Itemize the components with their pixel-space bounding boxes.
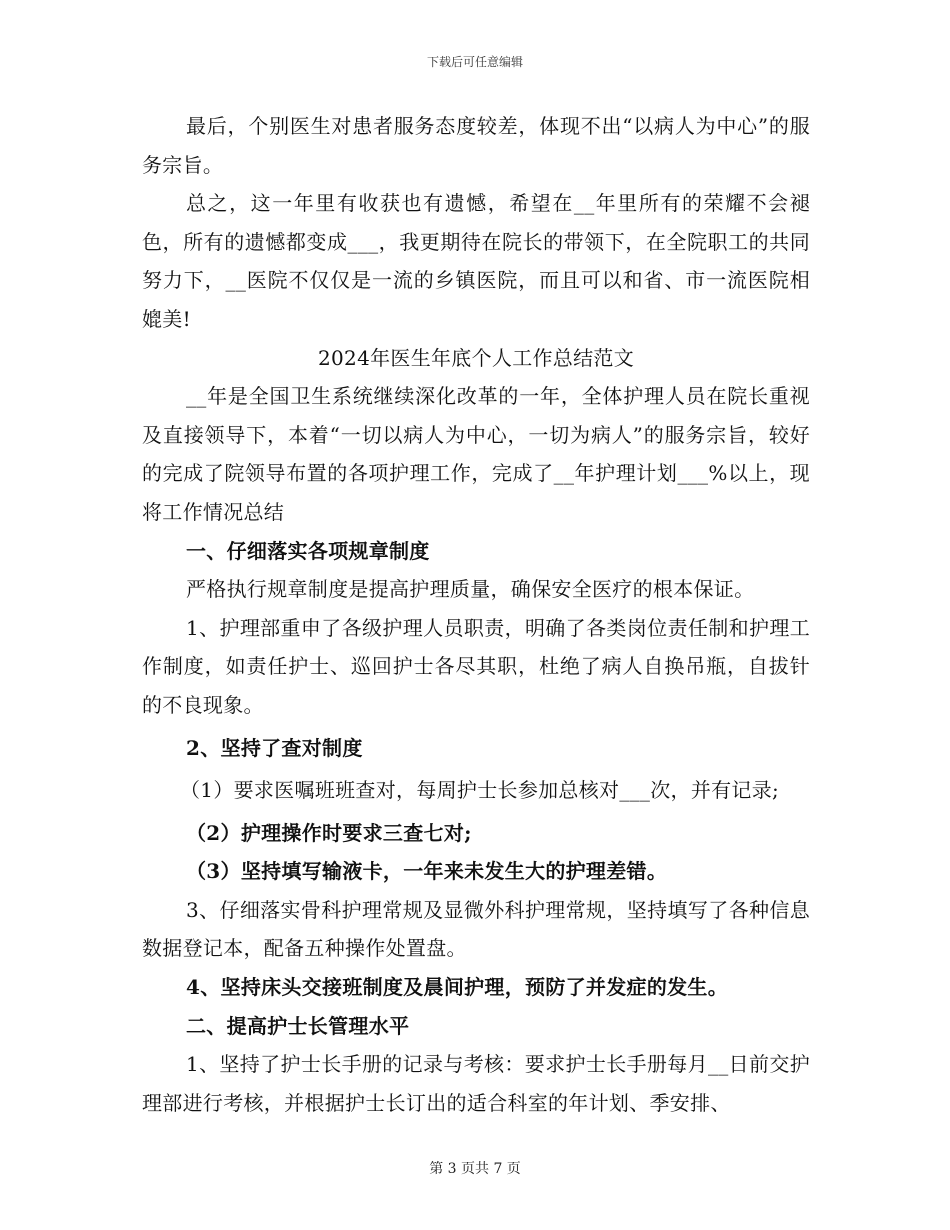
paragraph: 最后，个别医生对患者服务态度较差，体现不出“以病人为中心”的服务宗旨。	[142, 114, 810, 177]
paragraph: 1、护理部重申了各级护理人员职责，明确了各类岗位责任制和护理工作制度，如责任护士、巡回护士各尽其职，杜绝了病人自换吊瓶，自拔针的不良现象。	[142, 615, 810, 717]
paragraph: 严格执行规章制度是提高护理质量，确保安全医疗的根本保证。	[186, 577, 755, 602]
section-title: 2024年医生年底个人工作总结范文	[318, 345, 634, 370]
list-item: （2）护理操作时要求三查七对;	[186, 820, 472, 845]
list-item: （3）坚持填写输液卡，一年来未发生大的护理差错。	[186, 859, 668, 884]
paragraph: __年是全国卫生系统继续深化改革的一年，全体护理人员在院长重视及直接领导下，本着“一切以病人为中心，一切为病人”的服务宗旨，较好的完成了院领导布置的各项护理工作，完成了__年护理计划___%以上，现将工作情况总结	[142, 384, 810, 524]
heading: 一、仔细落实各项规章制度	[186, 538, 430, 563]
page-header: 下载后可任意编辑	[426, 55, 523, 69]
page-footer: 第 3 页共 7 页	[429, 1161, 521, 1177]
heading: 二、提高护士长管理水平	[186, 1013, 410, 1038]
paragraph: 总之，这一年里有收获也有遗憾，希望在__年里所有的荣耀不会褪色，所有的遗憾都变成___，我更期待在院长的带领下，在全院职工的共同努力下，__医院不仅仅是一流的乡镇医院，而且可以和省、市一流医院相媲美!	[142, 191, 810, 331]
document-body	[142, 107, 810, 1122]
heading: 4、坚持床头交接班制度及晨间护理，预防了并发症的发生。	[186, 975, 729, 1000]
paragraph: 1、坚持了护士长手册的记录与考核：要求护士长手册每月__日前交护理部进行考核，并根据护士长订出的适合科室的年计划、季安排、	[142, 1052, 810, 1115]
subheading: 2、坚持了查对制度	[186, 735, 363, 760]
paragraph: 3、仔细落实骨科护理常规及显微外科护理常规，坚持填写了各种信息数据登记本，配备五种操作处置盘。	[142, 897, 810, 961]
paragraph: （1）要求医嘱班班查对，每周护士长参加总核对___次，并有记录;	[180, 778, 780, 803]
